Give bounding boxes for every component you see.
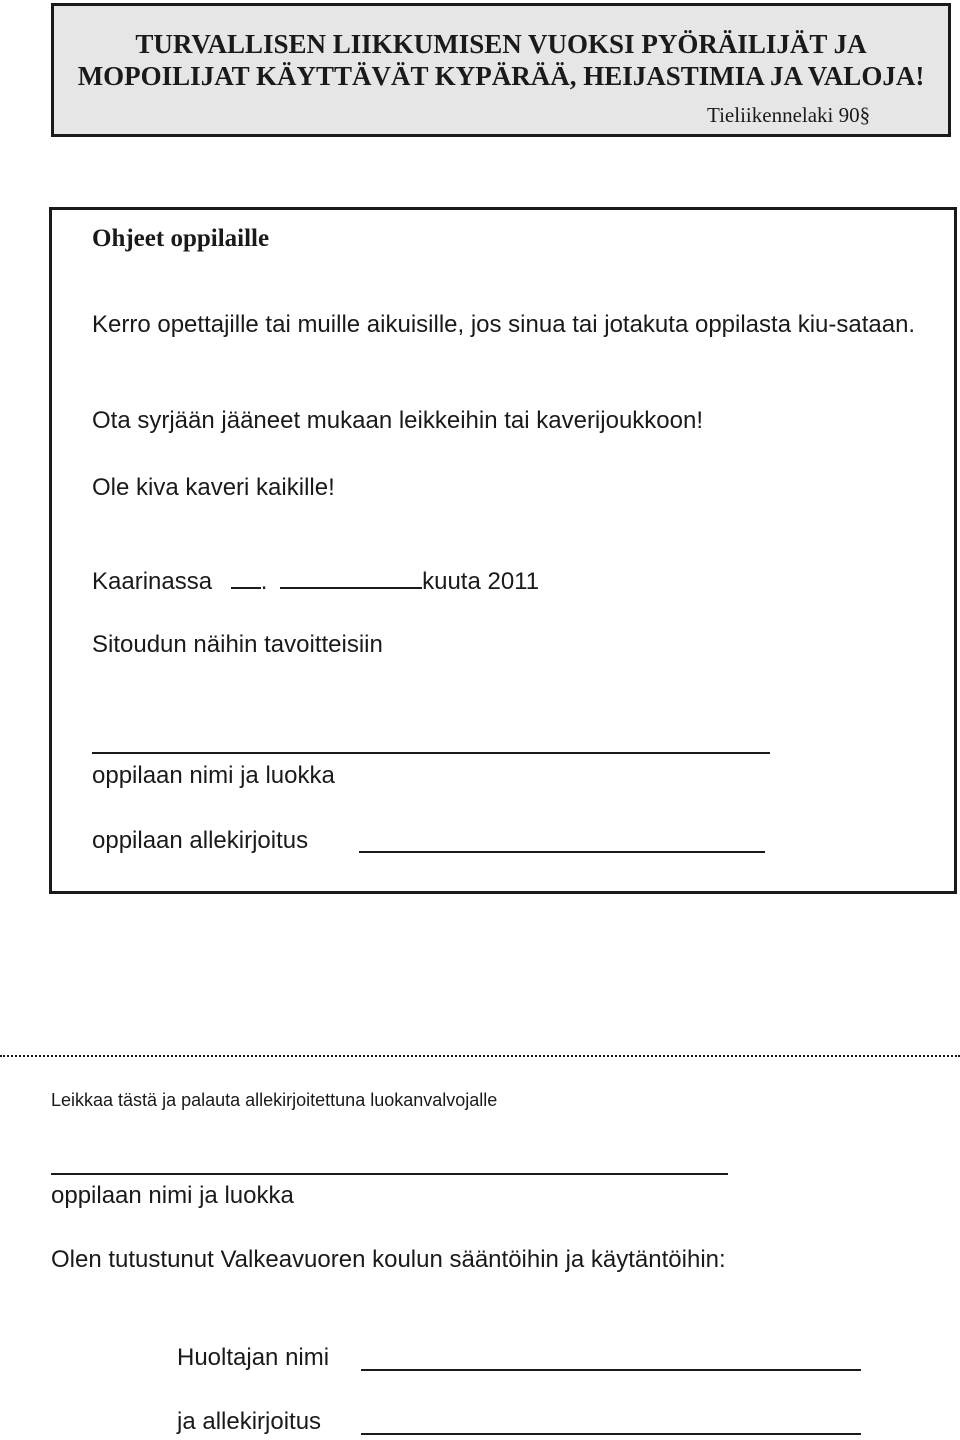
commitment-text: Sitoudun näihin tavoitteisiin [92,631,383,658]
student-signature-field[interactable] [359,851,765,853]
return-statement: Olen tutustunut Valkeavuoren koulun sääntöihin ja käytäntöihin: [51,1246,726,1273]
guardian-signature-label: ja allekirjoitus [177,1408,322,1435]
guardian-name-field[interactable] [361,1369,861,1371]
instruction-line: Kerro opettajille tai muille aikuisille, jos sinua tai jotakuta oppilasta kiu-sataan. [92,311,916,338]
header-banner [51,3,951,137]
law-reference: Tieliikennelaki 90§ [707,103,871,127]
date-suffix: kuuta 2011 [422,568,540,595]
return-student-name-label: oppilaan nimi ja luokka [51,1182,294,1209]
cut-line [0,1055,960,1057]
guardian-signature-field[interactable] [361,1433,861,1435]
date-dot: . [260,568,268,595]
instruction-line: Ole kiva kaveri kaikille! [92,474,335,501]
instruction-line: Ota syrjään jääneet mukaan leikkeihin tai kaverijoukkoon! [92,407,704,434]
student-name-field[interactable] [92,752,770,754]
month-blank[interactable] [280,565,422,589]
day-blank[interactable] [231,565,261,589]
return-student-name-field[interactable] [51,1173,728,1175]
instructions-box [49,207,957,894]
date-line [92,565,539,598]
student-signature-label: oppilaan allekirjoitus [92,827,309,854]
cut-instruction: Leikkaa tästä ja palauta allekirjoitettuna luokanvalvojalle [51,1090,498,1110]
guardian-name-label: Huoltajan nimi [177,1344,330,1371]
student-name-label: oppilaan nimi ja luokka [92,762,335,789]
banner-title: TURVALLISEN LIIKKUMISEN VUOKSI PYÖRÄILIJÄT JA MOPOILIJAT KÄYTTÄVÄT KYPÄRÄÄ, HEIJASTIMIA JA VALOJA! [77,29,925,91]
instructions-heading: Ohjeet oppilaille [92,225,270,252]
date-place: Kaarinassa [92,568,213,595]
